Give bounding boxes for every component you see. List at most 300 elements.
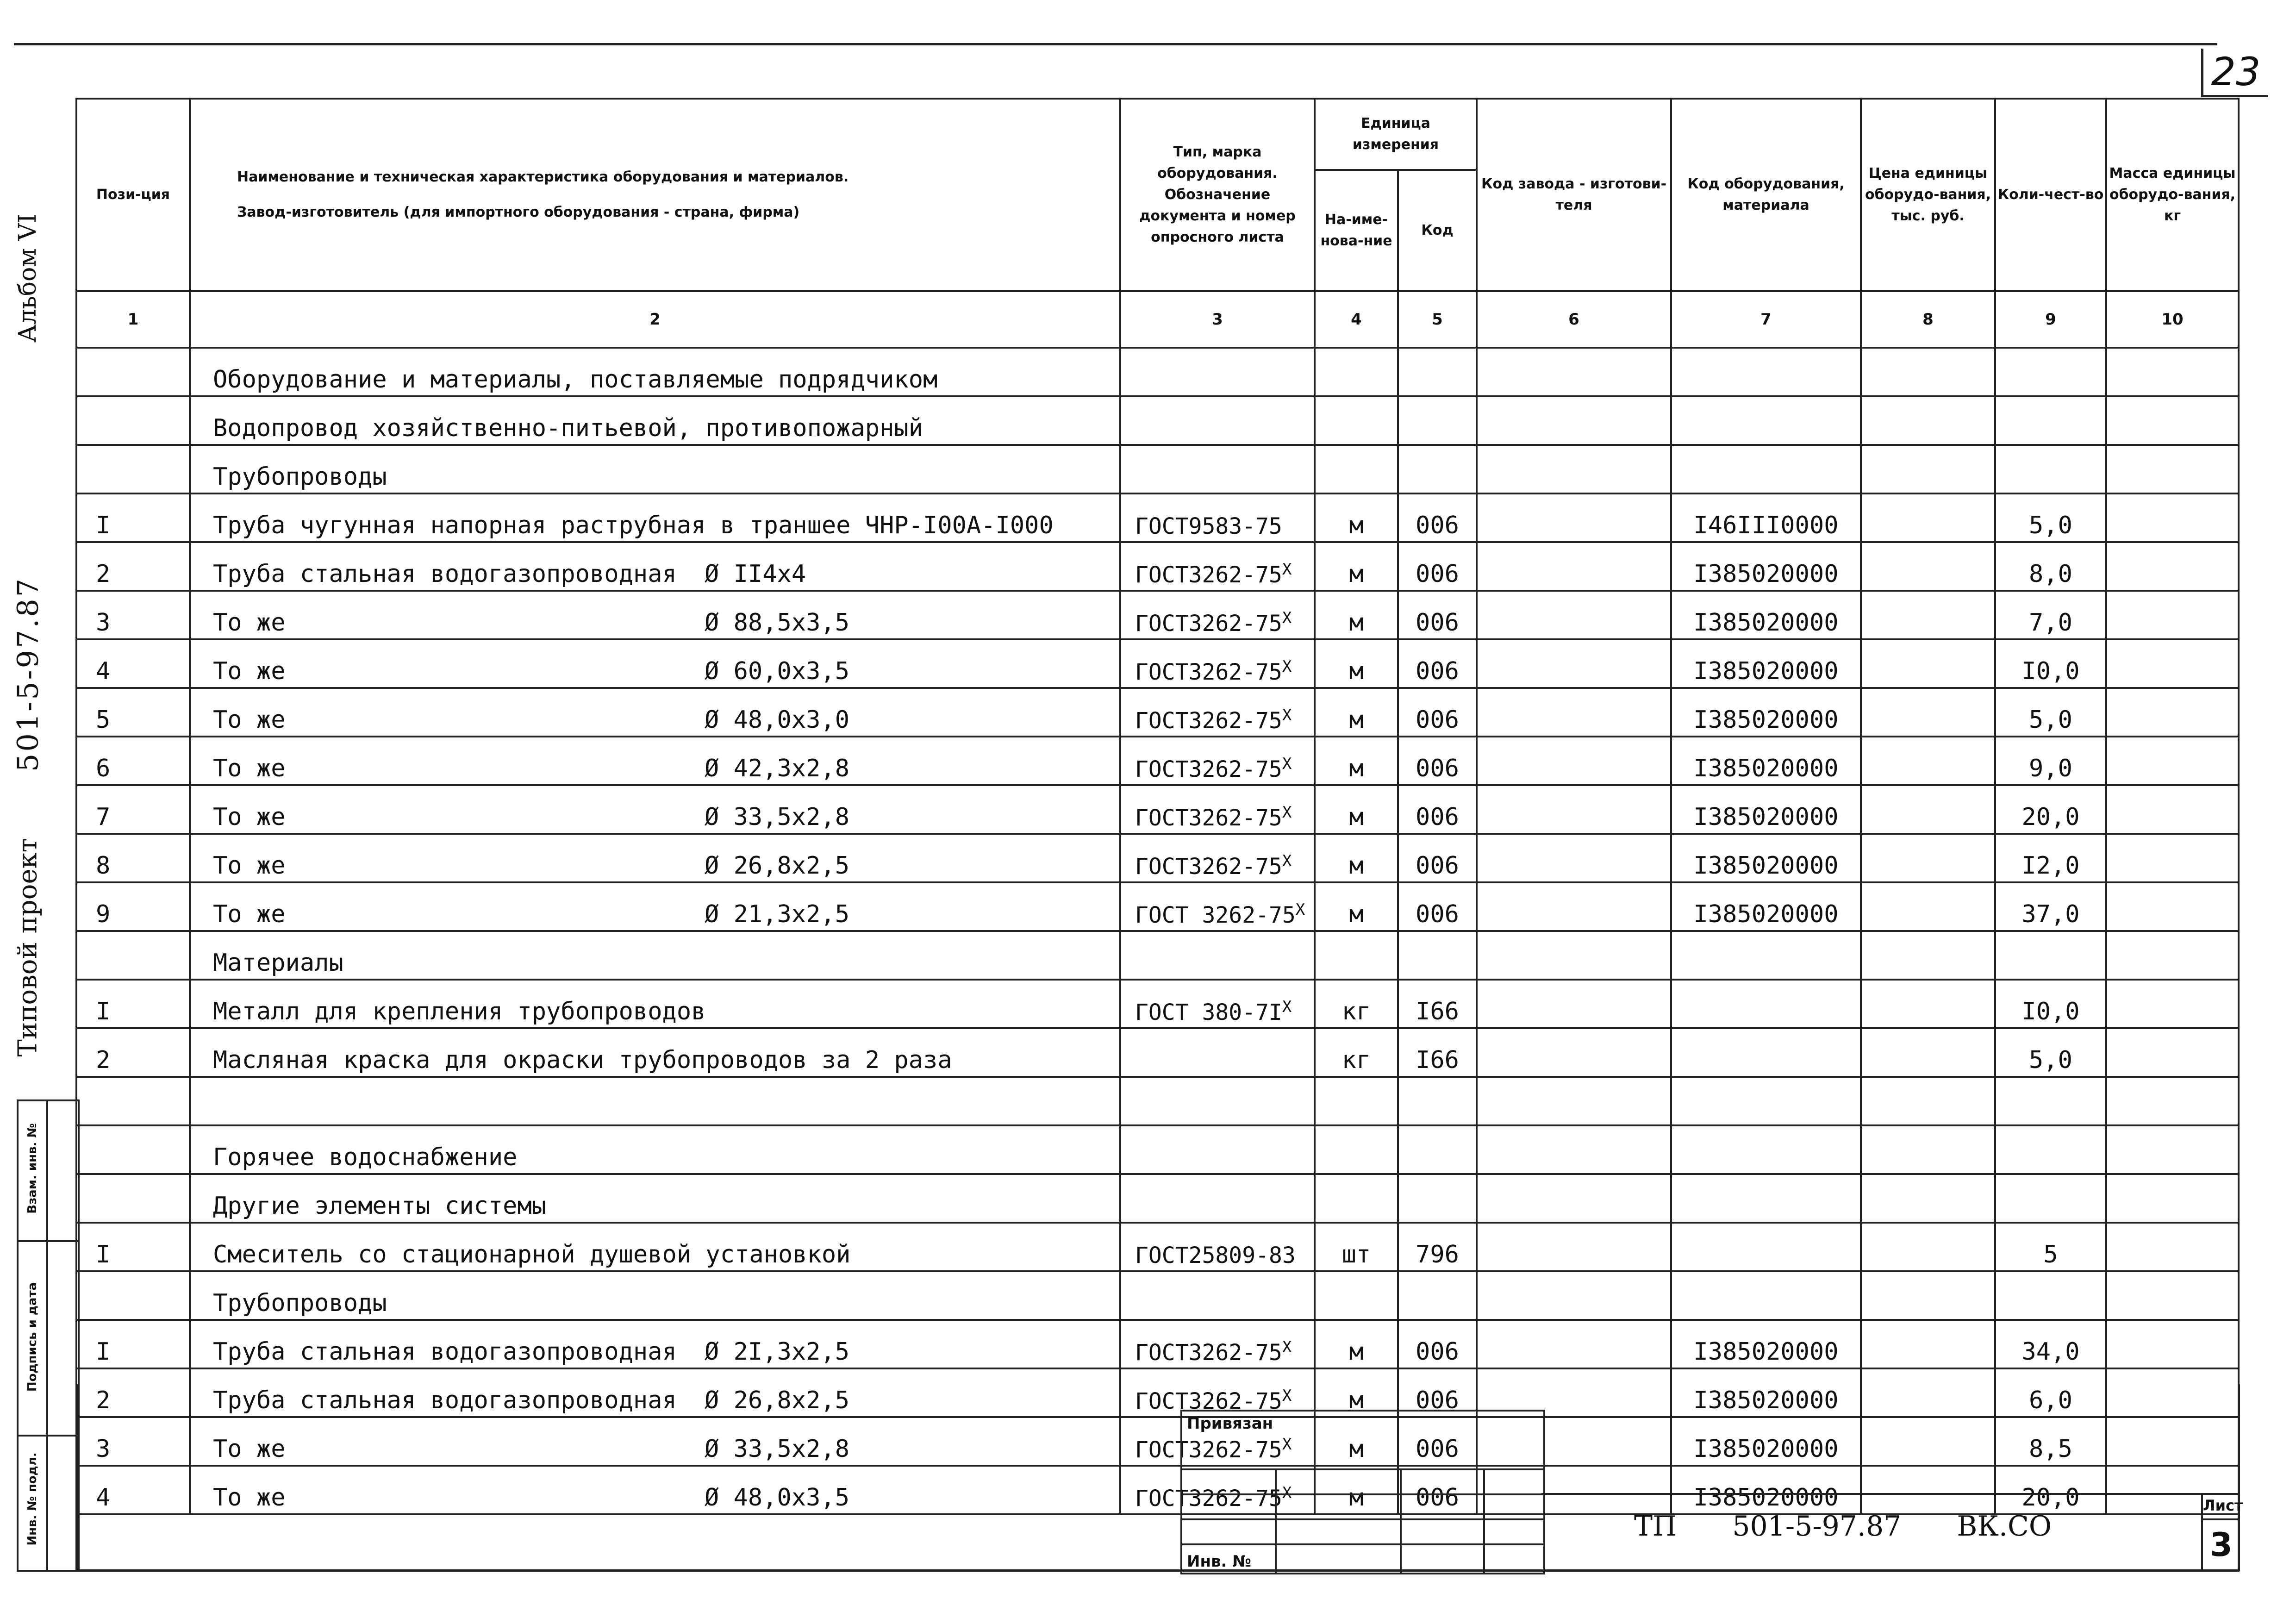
- bound-stamp-box: [1180, 1410, 1545, 1574]
- equipment-code-cell: [1671, 1271, 1861, 1320]
- header-price: Цена единицы оборудо-вания, тыс. руб.: [1861, 99, 1995, 291]
- unit-name-cell: м: [1315, 639, 1398, 688]
- table-row: [76, 980, 2239, 1028]
- header-quantity: Коли-чест-во: [1995, 99, 2106, 291]
- quantity-cell: [1995, 1077, 2106, 1125]
- equipment-code-cell: [1671, 1174, 1861, 1223]
- item-name: Металл для крепления трубопроводов: [213, 998, 706, 1025]
- unit-code-cell: 006: [1398, 834, 1477, 882]
- unit-name-cell: шт: [1315, 1223, 1398, 1271]
- mass-cell: [2106, 931, 2239, 980]
- document-cell: [1120, 348, 1315, 396]
- position-cell: 5: [76, 688, 190, 737]
- document-code: ГОСТ3262-75: [1135, 611, 1282, 637]
- item-name: Трубопроводы: [213, 463, 387, 491]
- price-cell: [1861, 1320, 1995, 1368]
- frame-left: [75, 1384, 78, 1571]
- price-cell: [1861, 1271, 1995, 1320]
- factory-code-cell: [1477, 737, 1671, 785]
- document-superscript: X: [1282, 998, 1292, 1016]
- document-cell: [1120, 1077, 1315, 1125]
- document-superscript: X: [1282, 1435, 1292, 1454]
- price-cell: [1861, 1174, 1995, 1223]
- top-border-line: [14, 43, 2217, 45]
- name-wrap: [213, 1046, 1119, 1074]
- unit-name-cell: м: [1315, 542, 1398, 591]
- mass-cell: [2106, 1077, 2239, 1125]
- table-row: [76, 1466, 2239, 1514]
- price-cell: [1861, 1417, 1995, 1466]
- position-cell: 4: [76, 639, 190, 688]
- unit-code-cell: 006: [1398, 591, 1477, 639]
- document-cell: [1120, 688, 1315, 737]
- unit-name-cell: [1315, 348, 1398, 396]
- unit-name-cell: кг: [1315, 980, 1398, 1028]
- unit-name-cell: кг: [1315, 1028, 1398, 1077]
- name-cell: [190, 1174, 1120, 1223]
- price-cell: [1861, 396, 1995, 445]
- item-name: Труба стальная водогазопроводная: [213, 560, 677, 588]
- name-cell: [190, 493, 1120, 542]
- unit-name-cell: м: [1315, 688, 1398, 737]
- header-row-1: [76, 99, 2239, 170]
- name-cell: [190, 1417, 1120, 1466]
- unit-code-cell: 006: [1398, 882, 1477, 931]
- equipment-code-cell: [1671, 348, 1861, 396]
- position-cell: 3: [76, 1417, 190, 1466]
- document-code: ГОСТ25809-83: [1135, 1243, 1296, 1268]
- item-diameter: Ø 48,0x3,5: [705, 1484, 850, 1512]
- document-cell: [1120, 882, 1315, 931]
- name-wrap: [213, 949, 1119, 977]
- unit-name-cell: [1315, 396, 1398, 445]
- equipment-code-cell: [1671, 931, 1861, 980]
- unit-name-cell: [1315, 1174, 1398, 1223]
- unit-code-cell: [1398, 1077, 1477, 1125]
- quantity-cell: [1995, 348, 2106, 396]
- table-row: [76, 834, 2239, 882]
- document-cell: [1120, 1271, 1315, 1320]
- header-factory-code: Код завода - изготови-теля: [1477, 99, 1671, 291]
- factory-code-cell: [1477, 1320, 1671, 1368]
- name-wrap: [213, 1289, 1119, 1317]
- document-code: ГОСТ9583-75: [1135, 513, 1282, 539]
- item-diameter: Ø 26,8x2,5: [705, 852, 850, 880]
- position-cell: I: [76, 1223, 190, 1271]
- unit-name-cell: м: [1315, 785, 1398, 834]
- factory-code-cell: [1477, 1077, 1671, 1125]
- unit-name-cell: [1315, 931, 1398, 980]
- equipment-code-cell: [1671, 1223, 1861, 1271]
- position-cell: [76, 1174, 190, 1223]
- column-number: 9: [1995, 291, 2106, 348]
- name-cell: [190, 348, 1120, 396]
- position-cell: 7: [76, 785, 190, 834]
- header-unit-code: Код: [1398, 170, 1477, 291]
- unit-name-cell: м: [1315, 834, 1398, 882]
- equipment-code-cell: I385020000: [1671, 1320, 1861, 1368]
- header-name: Наименование и техническая характеристика оборудования и материалов. Завод-изготовитель (для импортного оборудования - страна, фирма): [190, 99, 1120, 291]
- price-cell: [1861, 785, 1995, 834]
- name-cell: [190, 1466, 1120, 1514]
- unit-name-cell: м: [1315, 1417, 1398, 1466]
- quantity-cell: [1995, 931, 2106, 980]
- factory-code-cell: [1477, 1125, 1671, 1174]
- table-row: [76, 785, 2239, 834]
- factory-code-cell: [1477, 445, 1671, 493]
- column-number: 6: [1477, 291, 1671, 348]
- factory-code-cell: [1477, 882, 1671, 931]
- table-row: [76, 1320, 2239, 1368]
- unit-code-cell: [1398, 1125, 1477, 1174]
- unit-name-cell: м: [1315, 591, 1398, 639]
- mass-cell: [2106, 445, 2239, 493]
- mass-cell: [2106, 688, 2239, 737]
- document-cell: [1120, 980, 1315, 1028]
- unit-code-cell: 006: [1398, 493, 1477, 542]
- unit-name-cell: м: [1315, 1320, 1398, 1368]
- document-code: ГОСТ3262-75: [1135, 805, 1282, 831]
- name-cell: [190, 737, 1120, 785]
- name-wrap: [213, 366, 1119, 394]
- price-cell: [1861, 348, 1995, 396]
- left-stamp-box: [17, 1099, 80, 1572]
- name-cell: [190, 785, 1120, 834]
- table-row: [76, 493, 2239, 542]
- factory-code-cell: [1477, 542, 1671, 591]
- sheet-label: Лист: [2203, 1493, 2240, 1520]
- document-superscript: X: [1282, 852, 1292, 870]
- item-name: Материалы: [213, 949, 343, 977]
- name-wrap: [213, 706, 1119, 734]
- equipment-code-cell: I385020000: [1671, 542, 1861, 591]
- stamp-vline: [1483, 1470, 1485, 1573]
- document-cell: [1120, 737, 1315, 785]
- item-diameter: Ø 21,3x2,5: [705, 900, 850, 928]
- document-cell: [1120, 445, 1315, 493]
- position-cell: I: [76, 980, 190, 1028]
- frame-bottom: [75, 1569, 2240, 1572]
- price-cell: [1861, 1466, 1995, 1514]
- unit-code-cell: [1398, 1174, 1477, 1223]
- position-cell: 3: [76, 591, 190, 639]
- table-row: [76, 1223, 2239, 1271]
- factory-code-cell: [1477, 639, 1671, 688]
- item-name: То же: [213, 1484, 286, 1512]
- document-superscript: X: [1295, 900, 1305, 919]
- factory-code-cell: [1477, 1271, 1671, 1320]
- mass-cell: [2106, 1417, 2239, 1466]
- table-row: [76, 445, 2239, 493]
- stamp-cell-replace: Взам. инв. №: [25, 1123, 39, 1214]
- equipment-code-cell: I385020000: [1671, 882, 1861, 931]
- equipment-code-cell: I385020000: [1671, 1466, 1861, 1514]
- name-wrap: [213, 414, 1119, 442]
- document-superscript: X: [1282, 1338, 1292, 1356]
- price-cell: [1861, 1368, 1995, 1417]
- price-cell: [1861, 737, 1995, 785]
- stamp-line: [1182, 1493, 1543, 1495]
- position-cell: 6: [76, 737, 190, 785]
- unit-code-cell: [1398, 1271, 1477, 1320]
- unit-name-cell: [1315, 1125, 1398, 1174]
- item-diameter: Ø 42,3x2,8: [705, 755, 850, 782]
- name-cell: [190, 591, 1120, 639]
- unit-name-cell: м: [1315, 1368, 1398, 1417]
- quantity-cell: 8,0: [1995, 542, 2106, 591]
- quantity-cell: 20,0: [1995, 1466, 2106, 1514]
- document-cell: [1120, 639, 1315, 688]
- factory-code-cell: [1477, 493, 1671, 542]
- table-row: [76, 737, 2239, 785]
- header-type: Тип, марка оборудования. Обозначение документа и номер опросного листа: [1120, 99, 1315, 291]
- column-number: 1: [76, 291, 190, 348]
- unit-code-cell: 006: [1398, 785, 1477, 834]
- item-name: Трубопроводы: [213, 1289, 387, 1317]
- table-row: [76, 348, 2239, 396]
- item-diameter: Ø 60,0x3,5: [705, 657, 850, 685]
- name-cell: [190, 1223, 1120, 1271]
- quantity-cell: 8,5: [1995, 1417, 2106, 1466]
- document-code: ГОСТ3262-75: [1135, 659, 1282, 685]
- equipment-code-cell: I46III0000: [1671, 493, 1861, 542]
- name-cell: [190, 1368, 1120, 1417]
- price-cell: [1861, 882, 1995, 931]
- unit-code-cell: 006: [1398, 688, 1477, 737]
- unit-code-cell: 006: [1398, 1368, 1477, 1417]
- document-superscript: X: [1282, 657, 1292, 676]
- document-cell: [1120, 1174, 1315, 1223]
- unit-code-cell: I66: [1398, 1028, 1477, 1077]
- unit-code-cell: 006: [1398, 639, 1477, 688]
- document-superscript: X: [1282, 755, 1292, 773]
- mass-cell: [2106, 1028, 2239, 1077]
- factory-code-cell: [1477, 1028, 1671, 1077]
- equipment-code-cell: I385020000: [1671, 834, 1861, 882]
- price-cell: [1861, 980, 1995, 1028]
- position-cell: 2: [76, 542, 190, 591]
- quantity-cell: [1995, 1125, 2106, 1174]
- item-name: Труба чугунная напорная раструбная в траншее ЧНР-I00А-I000: [213, 512, 1054, 539]
- document-code: ГОСТ3262-75: [1135, 1486, 1282, 1512]
- item-diameter: Ø 26,8x2,5: [705, 1387, 850, 1414]
- mass-cell: [2106, 1125, 2239, 1174]
- table-row: [76, 1174, 2239, 1223]
- header-mass: Масса единицы оборудо-вания, кг: [2106, 99, 2239, 291]
- stamp-cell-inventory: Инв. № подл.: [19, 1435, 78, 1571]
- equipment-code-cell: [1671, 445, 1861, 493]
- name-wrap: [213, 512, 1119, 539]
- quantity-cell: 7,0: [1995, 591, 2106, 639]
- column-number: 3: [1120, 291, 1315, 348]
- name-wrap: [213, 609, 1119, 637]
- item-name: То же: [213, 1435, 286, 1463]
- document-code: ГОСТ 380-7I: [1135, 999, 1282, 1025]
- unit-code-cell: 796: [1398, 1223, 1477, 1271]
- price-cell: [1861, 542, 1995, 591]
- factory-code-cell: [1477, 591, 1671, 639]
- factory-code-cell: [1477, 834, 1671, 882]
- equipment-code-cell: [1671, 1125, 1861, 1174]
- table-row: [76, 1368, 2239, 1417]
- equipment-code-cell: I385020000: [1671, 1417, 1861, 1466]
- item-diameter: Ø 33,5x2,8: [705, 1435, 850, 1463]
- name-wrap: [213, 803, 1119, 831]
- document-superscript: X: [1282, 803, 1292, 822]
- equipment-code-cell: [1671, 1077, 1861, 1125]
- mass-cell: [2106, 785, 2239, 834]
- quantity-cell: 5,0: [1995, 688, 2106, 737]
- document-code: ГОСТ3262-75: [1135, 1340, 1282, 1366]
- mass-cell: [2106, 1368, 2239, 1417]
- stamp-line: [1182, 1518, 1543, 1520]
- factory-code-cell: [1477, 688, 1671, 737]
- unit-name-cell: м: [1315, 493, 1398, 542]
- mass-cell: [2106, 493, 2239, 542]
- stamp-vline: [1275, 1470, 1277, 1573]
- factory-code-cell: [1477, 396, 1671, 445]
- name-wrap: [213, 463, 1119, 491]
- header-position: Пози-ция: [76, 99, 190, 291]
- item-name: Водопровод хозяйственно-питьевой, противопожарный: [213, 414, 923, 442]
- table-row: [76, 1417, 2239, 1466]
- name-wrap: [213, 1338, 1119, 1366]
- item-name: То же: [213, 900, 286, 928]
- quantity-cell: 6,0: [1995, 1368, 2106, 1417]
- mass-cell: [2106, 639, 2239, 688]
- quantity-cell: 5,0: [1995, 493, 2106, 542]
- unit-code-cell: [1398, 396, 1477, 445]
- item-name: То же: [213, 657, 286, 685]
- mass-cell: [2106, 980, 2239, 1028]
- name-wrap: [213, 1484, 1119, 1512]
- item-name: То же: [213, 706, 286, 734]
- mass-cell: [2106, 1223, 2239, 1271]
- position-cell: [76, 931, 190, 980]
- document-code: ГОСТ3262-75: [1135, 756, 1282, 782]
- factory-code-cell: [1477, 348, 1671, 396]
- item-diameter: Ø 33,5x2,8: [705, 803, 850, 831]
- specification-table: [75, 98, 2240, 1515]
- position-cell: [76, 1271, 190, 1320]
- document-cell: [1120, 396, 1315, 445]
- margin-project-code: 501-5-97.87: [11, 576, 45, 772]
- unit-code-cell: 006: [1398, 1320, 1477, 1368]
- unit-code-cell: I66: [1398, 980, 1477, 1028]
- sheet-number: 3: [2210, 1526, 2233, 1564]
- equipment-code-cell: [1671, 980, 1861, 1028]
- price-cell: [1861, 591, 1995, 639]
- name-cell: [190, 1271, 1120, 1320]
- name-cell: [190, 396, 1120, 445]
- position-cell: [76, 396, 190, 445]
- document-cell: [1120, 1028, 1315, 1077]
- unit-name-cell: м: [1315, 737, 1398, 785]
- factory-code-cell: [1477, 931, 1671, 980]
- header-unit-group: Единица измерения: [1315, 99, 1477, 170]
- mass-cell: [2106, 396, 2239, 445]
- column-number: 5: [1398, 291, 1477, 348]
- mass-cell: [2106, 348, 2239, 396]
- name-cell: [190, 445, 1120, 493]
- unit-code-cell: [1398, 348, 1477, 396]
- quantity-cell: 20,0: [1995, 785, 2106, 834]
- price-cell: [1861, 1223, 1995, 1271]
- document-superscript: X: [1282, 706, 1292, 725]
- table-row: [76, 882, 2239, 931]
- table-row: [76, 688, 2239, 737]
- quantity-cell: 37,0: [1995, 882, 2106, 931]
- table-row: [76, 542, 2239, 591]
- price-cell: [1861, 688, 1995, 737]
- name-cell: [190, 980, 1120, 1028]
- column-number: 7: [1671, 291, 1861, 348]
- equipment-code-cell: [1671, 396, 1861, 445]
- name-cell: [190, 1320, 1120, 1368]
- column-number: 2: [190, 291, 1120, 348]
- mass-cell: [2106, 1174, 2239, 1223]
- document-cell: [1120, 493, 1315, 542]
- position-cell: 2: [76, 1028, 190, 1077]
- column-number: 8: [1861, 291, 1995, 348]
- price-cell: [1861, 639, 1995, 688]
- quantity-cell: [1995, 396, 2106, 445]
- name-wrap: [213, 1241, 1119, 1268]
- equipment-code-cell: I385020000: [1671, 688, 1861, 737]
- bound-label: Привязан: [1187, 1414, 1273, 1433]
- item-name: То же: [213, 803, 286, 831]
- table-row: [76, 639, 2239, 688]
- document-superscript: X: [1282, 1484, 1292, 1502]
- table-row: [76, 931, 2239, 980]
- name-wrap: [213, 900, 1119, 928]
- unit-code-cell: [1398, 445, 1477, 493]
- document-cell: [1120, 834, 1315, 882]
- name-wrap: [213, 657, 1119, 685]
- mass-cell: [2106, 737, 2239, 785]
- position-cell: 8: [76, 834, 190, 882]
- position-cell: 9: [76, 882, 190, 931]
- quantity-cell: [1995, 445, 2106, 493]
- equipment-code-cell: [1671, 1028, 1861, 1077]
- stamp-vline: [1400, 1470, 1402, 1573]
- quantity-cell: [1995, 1271, 2106, 1320]
- mass-cell: [2106, 1320, 2239, 1368]
- name-cell: [190, 834, 1120, 882]
- mass-cell: [2106, 1271, 2239, 1320]
- item-diameter: Ø II4x4: [705, 560, 806, 588]
- table-row: [76, 1077, 2239, 1125]
- document-code: ГОСТ3262-75: [1135, 854, 1282, 880]
- mass-cell: [2106, 542, 2239, 591]
- title-block-top-line: [1541, 1493, 2238, 1495]
- position-cell: I: [76, 493, 190, 542]
- price-cell: [1861, 834, 1995, 882]
- margin-album-label: Альбом VI: [14, 213, 42, 343]
- price-cell: [1861, 1077, 1995, 1125]
- document-cell: [1120, 1223, 1315, 1271]
- name-wrap: [213, 998, 1119, 1025]
- name-cell: [190, 1028, 1120, 1077]
- document-superscript: X: [1282, 560, 1292, 579]
- item-name: Горячее водоснабжение: [213, 1143, 518, 1171]
- document-cell: [1120, 542, 1315, 591]
- table-row: [76, 1271, 2239, 1320]
- document-code: ГОСТ3262-75: [1135, 562, 1282, 588]
- unit-name-cell: [1315, 1271, 1398, 1320]
- header-equipment-code: Код оборудования, материала: [1671, 99, 1861, 291]
- name-cell: [190, 931, 1120, 980]
